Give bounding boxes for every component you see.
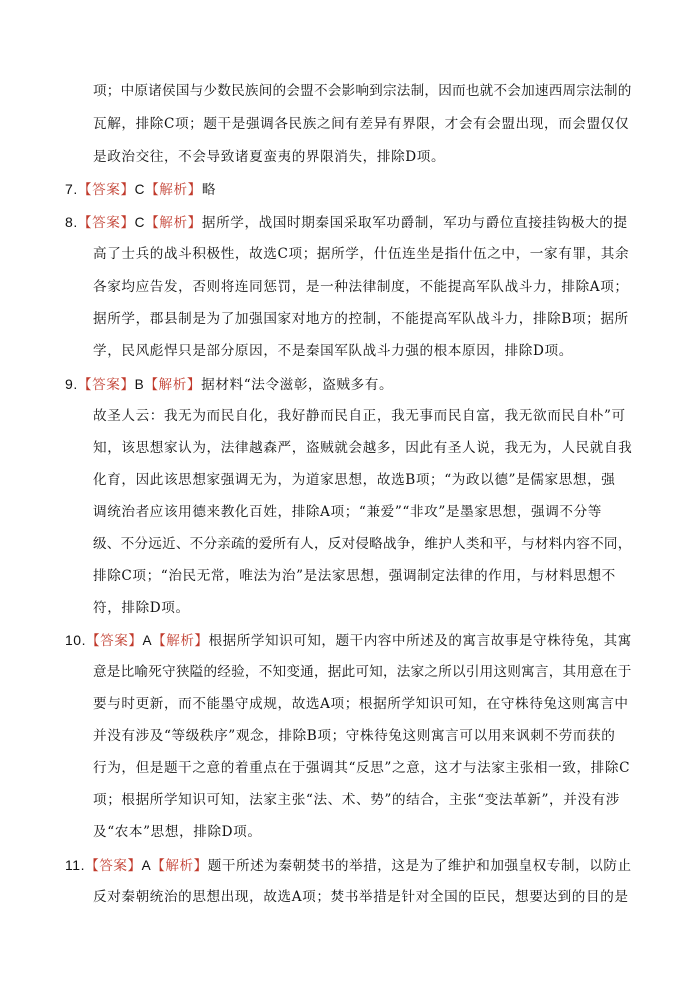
analysis-tag: 【解析】 [152, 633, 209, 649]
question-number: 11. [65, 857, 86, 873]
text-line: 级、不分远近、不分亲疏的爱所有人，反对侵略战争，维护人类和平，与材料内容不同， [93, 536, 632, 552]
text-line: 故圣人云：我无为而民自化，我好静而民自正，我无事而民自富，我无欲而民自朴”可 [93, 408, 626, 424]
question-11-header [65, 855, 632, 876]
answer-tag: 【答案】 [86, 633, 143, 649]
question-number: 9. [65, 376, 78, 392]
text-line: 知，该思想家认为，法律越森严，盗贼就会越多，因此有圣人说，我无为，人民就自我 [93, 440, 633, 456]
answer-letter: B [134, 377, 145, 392]
answer-tag: 【答案】 [77, 215, 135, 231]
text-line: 反对秦朝统治的思想出现，故选A项；焚书举措是针对全国的臣民，想要达到的目的是 [93, 889, 629, 905]
text-line: 学，民风彪悍只是部分原因，不是秦国军队战斗力强的根本原因，排除D项。 [93, 343, 573, 359]
text-line: 是政治交往，不会导致诸夏蛮夷的界限消失，排除D项。 [93, 149, 446, 165]
text-line: 瓦解，排除C项；题干是强调各民族之间有差异有界限，才会有会盟出现，而会盟仅仅 [93, 116, 630, 132]
answer-tag: 【答案】 [77, 182, 135, 198]
question-number: 8. [65, 214, 78, 230]
text-line: 行为，但是题干之意的着重点在于强调其“反思”之意，这才与法家主张相一致，排除C [93, 760, 631, 776]
analysis-text: 略 [201, 182, 217, 198]
text-line: 高了士兵的战斗积极性，故选C项；据所学，什伍连坐是指什伍之中，一家有罪，其余 [93, 246, 630, 262]
text-line: 并没有涉及“等级秩序”观念，排除B项；守株待兔这则寓言可以用来讽刺不劳而获的 [93, 728, 616, 744]
analysis-tag: 【解析】 [145, 215, 202, 231]
answer-letter: A [141, 858, 152, 873]
analysis-text: 据所学，战国时期秦国采取军功爵制，军功与爵位直接挂钩极大的提 [201, 215, 628, 231]
question-10-header [65, 630, 632, 651]
question-number: 10. [65, 632, 87, 648]
text-line: 及“农本”思想，排除D项。 [93, 824, 262, 840]
analysis-tag: 【解析】 [144, 377, 202, 393]
text-line: 项；根据所学知识可知，法家主张“法、术、势”的结合，主张“变法革新”，并没有涉 [93, 792, 620, 808]
answer-tag: 【答案】 [85, 858, 142, 874]
question-7-header [65, 179, 216, 200]
text-line: 化育，因此该思想家强调无为，为道家思想，故选B项；“为政以德”是儒家思想，强 [93, 472, 616, 488]
analysis-tag: 【解析】 [145, 182, 202, 198]
text-line: 调统治者应该用德来教化百姓，排除A项；“兼爱”“非攻”是墨家思想，强调不分等 [93, 504, 603, 520]
text-line: 意是比喻死守狭隘的经验，不知变通，据此可知，法家之所以引用这则寓言，其用意在于 [93, 664, 632, 680]
text-line: 各家均应告发，否则将连同惩罚，是一种法律制度，不能提高军队战斗力，排除A项； [93, 279, 629, 295]
text-line: 要与时更新，而不能墨守成规，故选A项；根据所学知识可知，在守株待兔这则寓言中 [93, 696, 629, 712]
question-8-header [65, 212, 628, 233]
analysis-text: 根据所学知识可知，题干内容中所述及的寓言故事是守株待兔，其寓 [208, 633, 632, 649]
answer-letter: C [134, 182, 146, 197]
analysis-tag: 【解析】 [151, 858, 208, 874]
answer-tag: 【答案】 [77, 377, 135, 393]
analysis-text: 据材料“法令滋彰，盗贼多有。 [201, 377, 394, 393]
answer-letter: C [134, 215, 146, 230]
text-line: 据所学，郡县制是为了加强国家对地方的控制，不能提高军队战斗力，排除B项；据所 [93, 311, 629, 327]
text-line: 符，排除D项。 [93, 600, 190, 616]
text-line: 排除C项；“治民无常，唯法为治”是法家思想，强调制定法律的作用，与材料思想不 [93, 568, 616, 584]
text-line: 项；中原诸侯国与少数民族间的会盟不会影响到宗法制，因而也就不会加速西周宗法制的 [93, 83, 632, 99]
question-number: 7. [65, 181, 78, 197]
question-9-header [65, 374, 393, 395]
answer-letter: A [142, 633, 153, 648]
analysis-text: 题干所述为秦朝焚书的举措，这是为了维护和加强皇权专制，以防止 [207, 858, 632, 874]
